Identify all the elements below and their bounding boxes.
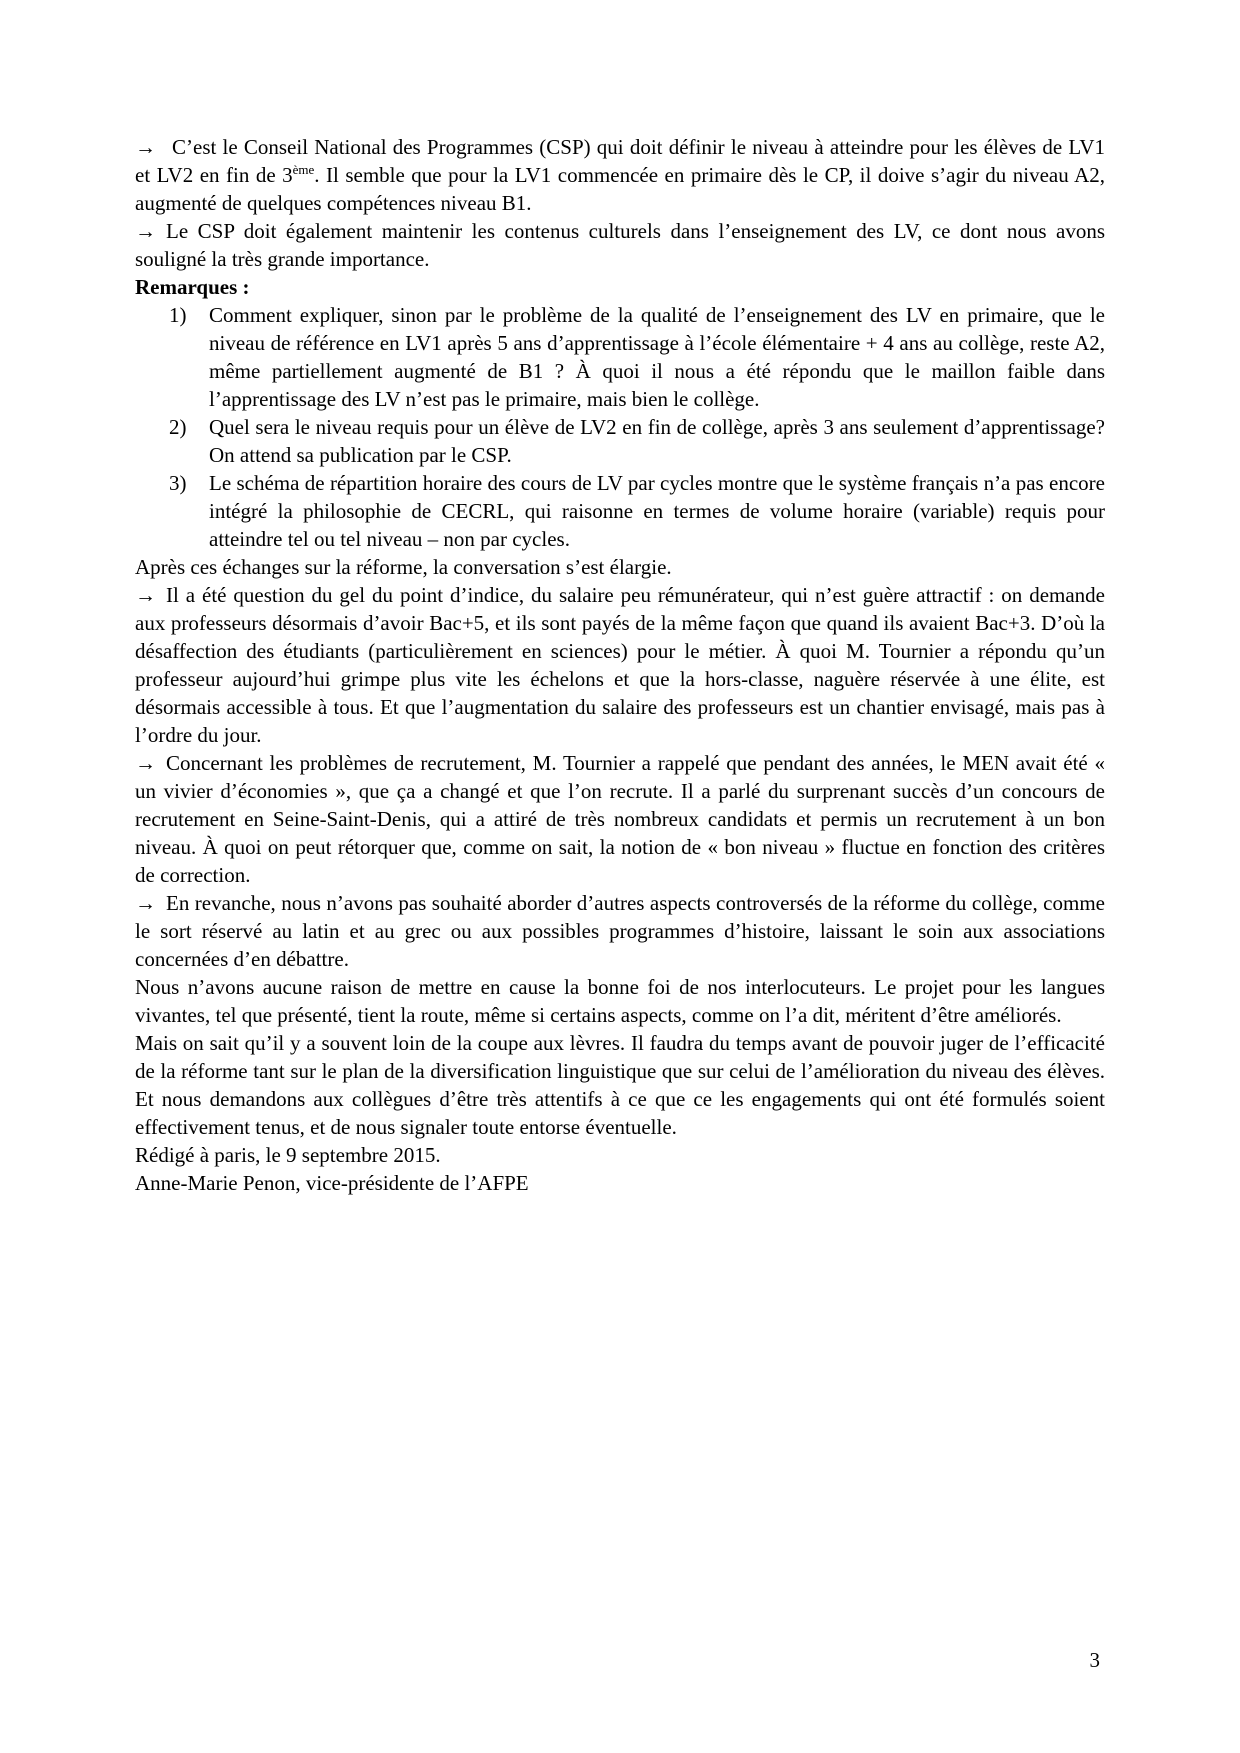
list-item-text: Quel sera le niveau requis pour un élève de LV2 en fin de collège, après 3 ans seulement d’apprentissage? On attend sa publication par le CSP.: [209, 415, 1105, 467]
list-item: [135, 301, 1105, 413]
paragraph-csp-level: [135, 133, 1105, 217]
paragraph-time-needed: Mais on sait qu’il y a souvent loin de la coupe aux lèvres. Il faudra du temps avant de pouvoir juger de l’efficacité de la réforme tant sur le plan de la diversification linguistique que sur celui de l’amélioration du niveau des élèves. Et nous demandons aux collègues d’être très attentifs à ce que ce les engagements qui ont été formulés soient effectivement tenus, et de nous signaler toute entorse éventuelle.: [135, 1031, 1105, 1139]
paragraph-other-aspects: [135, 889, 1105, 973]
paragraph-text: Le CSP doit également maintenir les contenus culturels dans l’enseignement des LV, ce dont nous avons souligné la très grande importance.: [135, 219, 1105, 271]
remarks-heading: Remarques :: [135, 275, 250, 299]
list-item-number: 2): [169, 415, 187, 439]
arrow-bullet-icon: →: [135, 891, 156, 915]
paragraph-after-exchanges: Après ces échanges sur la réforme, la conversation s’est élargie.: [135, 555, 672, 579]
paragraph-recruitment: [135, 749, 1105, 889]
paragraph-text: C’est le Conseil National des Programmes (CSP) qui doit définir le niveau à atteindre pour les élèves de LV1 et LV2 en fin de 3: [135, 135, 1105, 187]
paragraph-salary: [135, 581, 1105, 749]
paragraph-text: . Il semble que pour la LV1 commencée en primaire dès le CP, il doive s’agir du niveau A2, augmenté de quelques compétences niveau B1.: [135, 163, 1105, 215]
remarks-list: [135, 301, 1105, 553]
list-item-text: Comment expliquer, sinon par le problème de la qualité de l’enseignement des LV en primaire, que le niveau de référence en LV1 après 5 ans d’apprentissage à l’école élémentaire + 4 ans au collège, reste A2, même partiellement augmenté de B1 ? À quoi il nous a été répondu que le maillon faible dans l’apprentissage des LV n’est pas le primaire, mais bien le collège.: [209, 303, 1105, 411]
document-content: [135, 133, 1105, 1197]
list-item-number: 1): [169, 303, 187, 327]
arrow-bullet-icon: →: [135, 135, 156, 159]
paragraph-csp-cultural: [135, 217, 1105, 273]
paragraph-text: Il a été question du gel du point d’indice, du salaire peu rémunérateur, qui n’est guère attractif : on demande aux professeurs désormais d’avoir Bac+5, et ils sont payés de la même façon que quand ils avaient Bac+3. D’où la désaffection des étudiants (particulièrement en sciences) pour le métier. À quoi M. Tournier a répondu qu’un professeur aujourd’hui grimpe plus vite les échelons et que la hors-classe, naguère réservée à une élite, est désormais accessible à tous. Et que l’augmentation du salaire des professeurs est un chantier envisagé, mais pas à l’ordre du jour.: [135, 583, 1105, 747]
signature-place-date: Rédigé à paris, le 9 septembre 2015.: [135, 1143, 441, 1167]
list-item: [135, 413, 1105, 469]
paragraph-good-faith: Nous n’avons aucune raison de mettre en cause la bonne foi de nos interlocuteurs. Le projet pour les langues vivantes, tel que présenté, tient la route, même si certains aspects, comme on l’a dit, méritent d’être améliorés.: [135, 975, 1105, 1027]
arrow-bullet-icon: →: [135, 219, 156, 243]
paragraph-text: En revanche, nous n’avons pas souhaité aborder d’autres aspects controversés de la réforme du collège, comme le sort réservé au latin et au grec ou aux possibles programmes d’histoire, laissant le soin aux associations concernées d’en débattre.: [135, 891, 1105, 971]
superscript-eme: ème: [292, 162, 315, 177]
list-item-number: 3): [169, 471, 187, 495]
page-number: 3: [1089, 1648, 1100, 1672]
paragraph-text: Concernant les problèmes de recrutement, M. Tournier a rappelé que pendant des années, le MEN avait été « un vivier d’économies », que ça a changé et que l’on recrute. Il a parlé du surprenant succès d’un concours de recrutement en Seine-Saint-Denis, qui a attiré de très nombreux candidats et permis un recrutement à un bon niveau. À quoi on peut rétorquer que, comme on sait, la notion de « bon niveau » fluctue en fonction des critères de correction.: [135, 751, 1105, 887]
list-item: [135, 469, 1105, 553]
list-item-text: Le schéma de répartition horaire des cours de LV par cycles montre que le système français n’a pas encore intégré la philosophie de CECRL, qui raisonne en termes de volume horaire (variable) requis pour atteindre tel ou tel niveau – non par cycles.: [209, 471, 1105, 551]
arrow-bullet-icon: →: [135, 751, 156, 775]
arrow-bullet-icon: →: [135, 583, 156, 607]
signature-author: Anne-Marie Penon, vice-présidente de l’AFPE: [135, 1171, 529, 1195]
